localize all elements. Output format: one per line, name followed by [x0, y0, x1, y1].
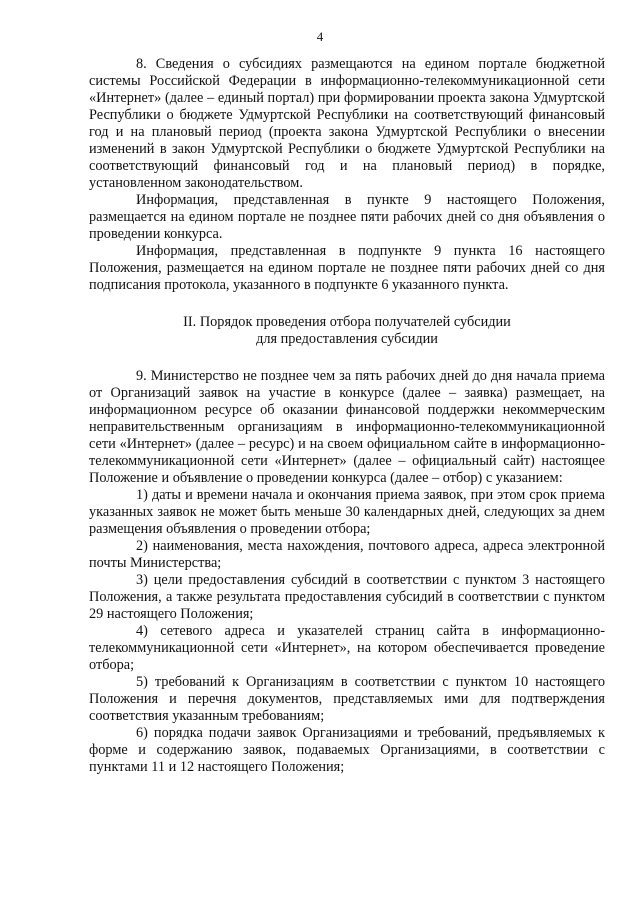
section-heading-line-2: для предоставления субсидии	[256, 331, 438, 347]
paragraph-8: 8. Сведения о субсидиях размещаются на едином портале бюджетной системы Российской Федерации в информационно-телекоммуникационной сети «Интернет» (далее – единый портал) при формировании проекта закона Удмуртской Республики о бюджете Удмуртской Республики на соответствующий финансовый год и на плановый период (проекта закона Удмуртской Республики о внесении изменений в закон Удмуртской Республики о бюджете Удмуртской Республики на соответствующий финансовый год и на плановый период) в порядке, установленном законодательством.	[89, 56, 605, 191]
list-item-6: 6) порядка подачи заявок Организациями и требований, предъявляемых к форме и содержанию заявок, подаваемых Организациями, в соответствии с пунктами 11 и 12 настоящего Положения;	[89, 725, 605, 775]
list-item-5: 5) требований к Организациям в соответствии с пунктом 10 настоящего Положения и перечня документов, представляемых ими для подтверждения соответствия указанным требованиям;	[89, 674, 605, 724]
list-item-2: 2) наименования, места нахождения, почтового адреса, адреса электронной почты Министерства;	[89, 538, 605, 571]
document-body	[89, 56, 605, 776]
list-item-3: 3) цели предоставления субсидий в соответствии с пунктом 3 настоящего Положения, а также результата предоставления субсидий в соответствии с пунктом 29 настоящего Положения;	[89, 572, 605, 622]
list-item-4: 4) сетевого адреса и указателей страниц сайта в информационно-телекоммуникационной сети «Интернет», на котором обеспечивается проведение отбора;	[89, 623, 605, 673]
paragraph-9: 9. Министерство не позднее чем за пять рабочих дней до дня начала приема от Организаций заявок на участие в конкурсе (далее – заявка) размещает, на информационном ресурсе об оказании финансовой поддержки некоммерческим неправительственным организациям в информационно-телекоммуникационной сети «Интернет» (далее – ресурс) и на своем официальном сайте в информационно-телекоммуникационной сети «Интернет» (далее – официальный сайт) настоящее Положение и объявление о проведении конкурса (далее – отбор) с указанием:	[89, 368, 605, 486]
section-heading-line-1: II. Порядок проведения отбора получателей субсидии	[183, 314, 511, 330]
section-heading	[89, 314, 605, 348]
paragraph-info-point-16: Информация, представленная в подпункте 9 пункта 16 настоящего Положения, размещается на едином портале не позднее пяти рабочих дней со дня подписания протокола, указанного в подпункте 6 указанного пункта.	[89, 243, 605, 293]
page-number: 4	[316, 29, 324, 44]
list-item-1: 1) даты и времени начала и окончания приема заявок, при этом срок приема указанных заявок не может быть меньше 30 календарных дней, следующих за днем размещения объявления о проведении отбора;	[89, 487, 605, 537]
paragraph-info-point-9: Информация, представленная в пункте 9 настоящего Положения, размещается на едином портале не позднее пяти рабочих дней со дня объявления о проведении конкурса.	[89, 192, 605, 242]
